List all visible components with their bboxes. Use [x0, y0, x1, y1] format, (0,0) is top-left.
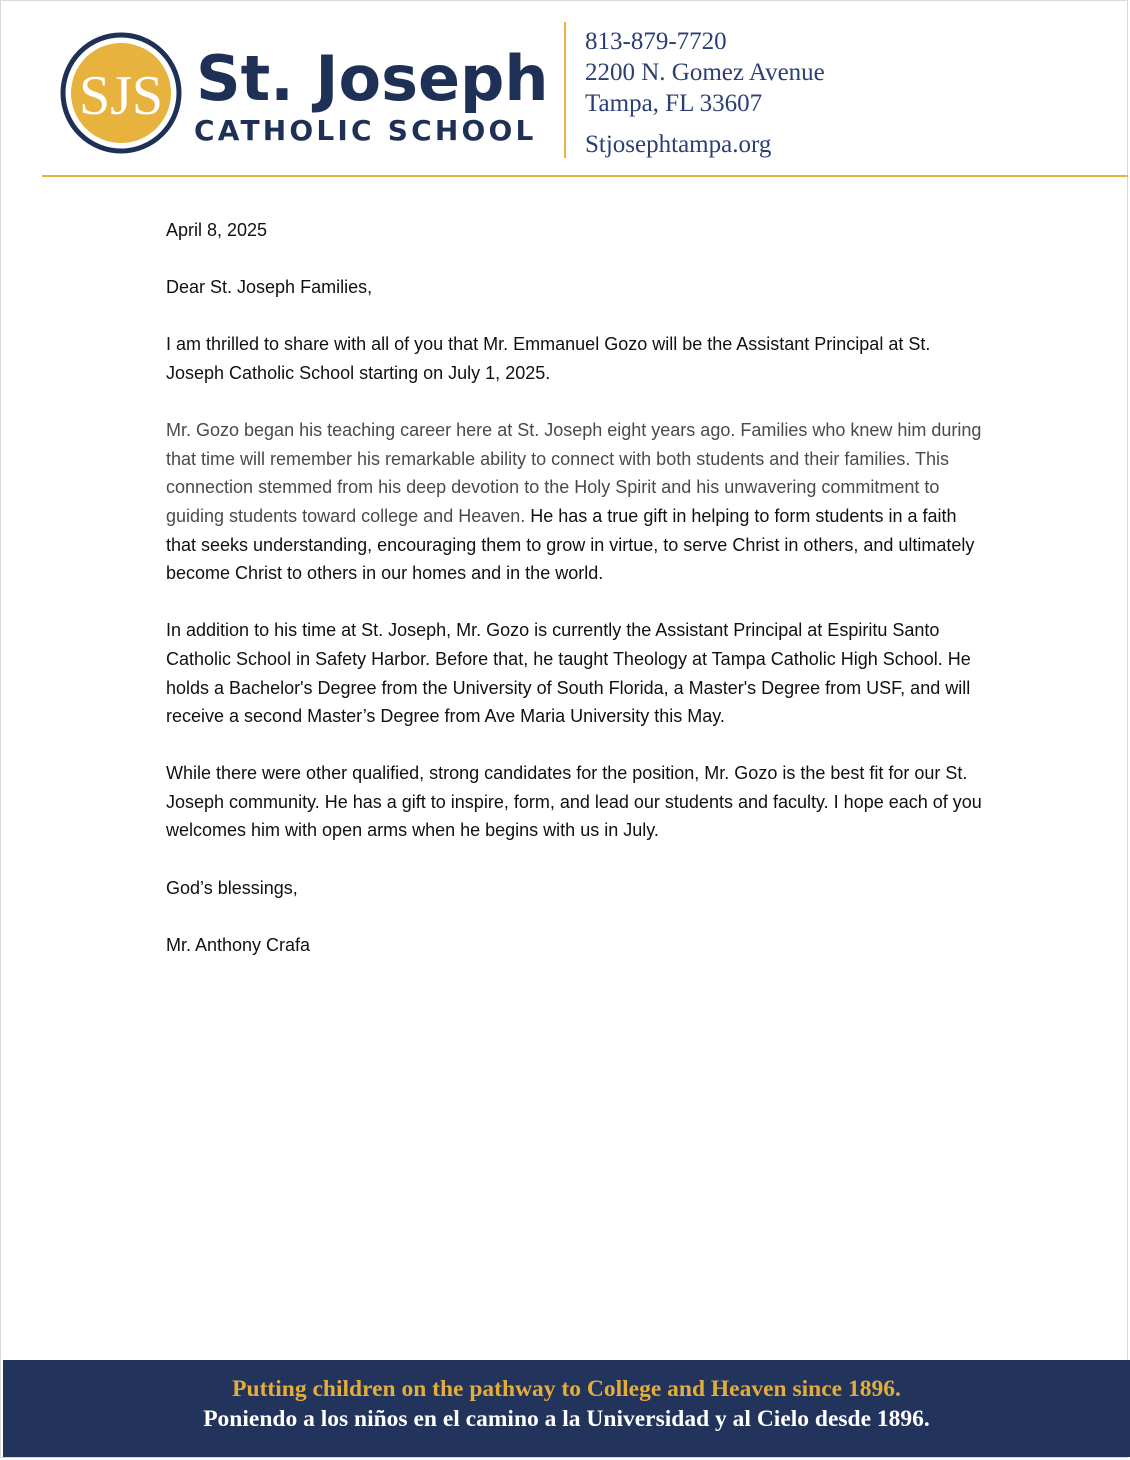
footer-tagline-english: Putting children on the pathway to College and Heaven since 1896. — [232, 1376, 901, 1402]
address-line-2: Tampa, FL 33607 — [585, 90, 763, 117]
letter-paragraph-4: While there were other qualified, strong candidates for the position, Mr. Gozo is the best fit for our St. Joseph community. He has a gift to inspire, form, and lead our students and faculty. I hope each of you welcomes him with open arms when he begins with us in July. — [166, 763, 982, 841]
school-name: St. Joseph — [196, 42, 549, 115]
letter-closing: God’s blessings, — [166, 877, 298, 898]
letterhead — [0, 0, 1130, 180]
letter-paragraph-1: I am thrilled to share with all of you that Mr. Emmanuel Gozo will be the Assistant Principal at St. Joseph Catholic School starting on July 1, 2025. — [166, 334, 931, 383]
school-subtitle: CATHOLIC SCHOOL — [194, 114, 537, 147]
paragraph-2-part-2: He has a true gift in helping to form students in a faith that seeks understanding, encouraging them to grow in virtue, to serve Christ in others, and ultimately become Christ to others in our homes and in the world. — [166, 505, 975, 584]
footer-tagline-spanish: Poniendo a los niños en el camino a la Universidad y al Cielo desde 1896. — [203, 1406, 930, 1432]
seal-monogram: SJS — [78, 65, 164, 127]
school-seal-logo — [60, 32, 182, 154]
contact-block — [585, 26, 825, 160]
letter-salutation: Dear St. Joseph Families, — [166, 277, 373, 298]
letter-body — [166, 216, 986, 988]
letter-paragraph-2 — [166, 416, 986, 588]
phone-number: 813-879-7720 — [585, 28, 727, 55]
letter-date: April 8, 2025 — [166, 220, 268, 240]
paragraph-2-part-1: Mr. Gozo began his teaching career here at St. Joseph eight years ago. Families who knew him during that time will remember his remarkable ability to connect with both students and their families. This connection stemmed from his deep devotion to the Holy Spirit and his unwavering commitment to guiding students toward college and Heaven. — [166, 420, 982, 526]
header-rule — [42, 175, 1128, 177]
letter-paragraph-3: In addition to his time at St. Joseph, Mr. Gozo is currently the Assistant Principal at Espiritu Santo Catholic School in Safety Harbor. Before that, he taught Theology at Tampa Catholic High School. He holds a Bachelor's Degree from the University of South Florida, a Master's Degree from USF, and will receive a second Master’s Degree from Ave Maria University this May. — [166, 620, 971, 727]
header-divider — [564, 22, 566, 158]
website-link[interactable]: Stjosephtampa.org — [585, 131, 772, 158]
footer-banner — [3, 1360, 1130, 1457]
letter-signature: Mr. Anthony Crafa — [166, 934, 311, 955]
address-line-1: 2200 N. Gomez Avenue — [585, 59, 825, 86]
